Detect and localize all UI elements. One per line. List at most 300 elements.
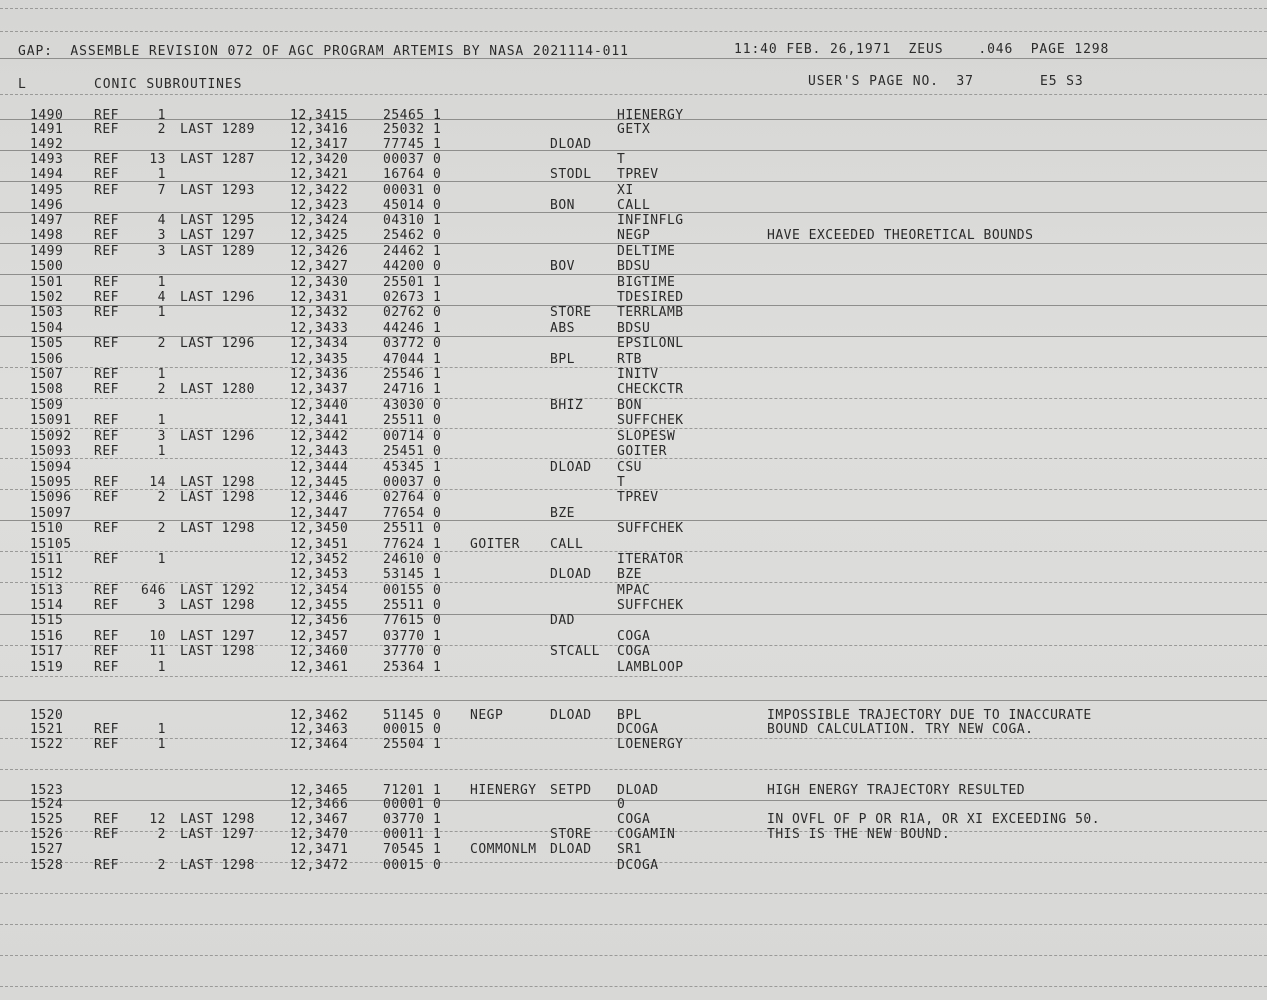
listing-octal-word: 25546 1 [383, 367, 442, 382]
listing-octal-word: 25032 1 [383, 122, 442, 137]
listing-ref-keyword: REF [94, 583, 119, 598]
listing-opcode: BOV [550, 259, 575, 274]
listing-address: 12,3424 [290, 213, 349, 228]
listing-line-number: 1512 [30, 567, 64, 582]
listing-operand: LOENERGY [617, 737, 684, 752]
listing-ref-keyword: REF [94, 336, 119, 351]
listing-address: 12,3432 [290, 305, 349, 320]
listing-address: 12,3462 [290, 708, 349, 723]
listing-last-ref: LAST 1296 [180, 336, 255, 351]
listing-line-number: 1519 [30, 660, 64, 675]
listing-opcode: STORE [550, 305, 592, 320]
listing-row [0, 306, 1267, 320]
listing-address: 12,3426 [290, 244, 349, 259]
listing-line-number: 15096 [30, 490, 72, 505]
listing-octal-word: 25501 1 [383, 275, 442, 290]
listing-ref-count: 2 [157, 521, 166, 536]
listing-last-ref: LAST 1289 [180, 244, 255, 259]
header-user-page: USER'S PAGE NO. 37 [808, 74, 974, 89]
listing-address: 12,3467 [290, 812, 349, 827]
listing-last-ref: LAST 1298 [180, 858, 255, 873]
listing-last-ref: LAST 1297 [180, 629, 255, 644]
listing-ref-count: 4 [157, 290, 166, 305]
listing-line-number: 1523 [30, 783, 64, 798]
listing-row [0, 445, 1267, 459]
listing-ref-keyword: REF [94, 444, 119, 459]
listing-octal-word: 25504 1 [383, 737, 442, 752]
listing-octal-word: 25465 1 [383, 108, 442, 123]
listing-opcode: DLOAD [550, 708, 592, 723]
listing-last-ref: LAST 1292 [180, 583, 255, 598]
listing-ref-count: 14 [149, 475, 166, 490]
listing-address: 12,3451 [290, 537, 349, 552]
listing-octal-word: 00015 0 [383, 858, 442, 873]
listing-operand: T [617, 475, 626, 490]
listing-operand: DELTIME [617, 244, 676, 259]
listing-row [0, 337, 1267, 351]
listing-ref-count: 10 [149, 629, 166, 644]
listing-octal-word: 03770 1 [383, 812, 442, 827]
listing-operand: ITERATOR [617, 552, 684, 567]
listing-ref-count: 1 [157, 275, 166, 290]
listing-row [0, 214, 1267, 228]
listing-operand: INITV [617, 367, 659, 382]
listing-ref-keyword: REF [94, 629, 119, 644]
listing-ref-keyword: REF [94, 122, 119, 137]
listing-operand: DCOGA [617, 722, 659, 737]
listing-ref-keyword: REF [94, 228, 119, 243]
listing-address: 12,3427 [290, 259, 349, 274]
listing-line-number: 15091 [30, 413, 72, 428]
listing-octal-word: 00001 0 [383, 797, 442, 812]
listing-line-number: 1496 [30, 198, 64, 213]
listing-line-number: 1491 [30, 122, 64, 137]
listing-octal-word: 24610 0 [383, 552, 442, 567]
listing-line-number: 15092 [30, 429, 72, 444]
listing-octal-word: 03770 1 [383, 629, 442, 644]
listing-location-label: HIENERGY [470, 783, 537, 798]
listing-row [0, 383, 1267, 397]
listing-row [0, 245, 1267, 259]
listing-octal-word: 53145 1 [383, 567, 442, 582]
listing-ref-keyword: REF [94, 290, 119, 305]
listing-operand: LAMBLOOP [617, 660, 684, 675]
listing-row [0, 399, 1267, 413]
listing-line-number: 1505 [30, 336, 64, 351]
listing-location-label: COMMONLM [470, 842, 537, 857]
listing-ref-keyword: REF [94, 521, 119, 536]
listing-ref-keyword: REF [94, 722, 119, 737]
listing-ref-count: 646 [141, 583, 166, 598]
listing-operand: BZE [617, 567, 642, 582]
listing-ref-count: 3 [157, 244, 166, 259]
paper-rule [0, 94, 1267, 95]
listing-ref-count: 12 [149, 812, 166, 827]
listing-ref-keyword: REF [94, 382, 119, 397]
listing-ref-count: 1 [157, 108, 166, 123]
listing-address: 12,3460 [290, 644, 349, 659]
listing-last-ref: LAST 1298 [180, 490, 255, 505]
listing-line-number: 15097 [30, 506, 72, 521]
listing-octal-word: 45345 1 [383, 460, 442, 475]
listing-line-number: 1508 [30, 382, 64, 397]
listing-line-number: 15105 [30, 537, 72, 552]
listing-operand: CALL [617, 198, 651, 213]
listing-line-number: 15093 [30, 444, 72, 459]
listing-operand: MPAC [617, 583, 651, 598]
listing-octal-word: 51145 0 [383, 708, 442, 723]
listing-address: 12,3417 [290, 137, 349, 152]
listing-comment: IMPOSSIBLE TRAJECTORY DUE TO INACCURATE [767, 708, 1092, 723]
listing-address: 12,3437 [290, 382, 349, 397]
listing-operand: HIENERGY [617, 108, 684, 123]
listing-last-ref: LAST 1298 [180, 812, 255, 827]
listing-address: 12,3443 [290, 444, 349, 459]
listing-row [0, 109, 1267, 123]
listing-address: 12,3461 [290, 660, 349, 675]
listing-ref-keyword: REF [94, 413, 119, 428]
listing-row [0, 461, 1267, 475]
listing-row [0, 738, 1267, 752]
paper-rule [0, 8, 1267, 9]
listing-last-ref: LAST 1298 [180, 475, 255, 490]
listing-octal-word: 45014 0 [383, 198, 442, 213]
listing-operand: BON [617, 398, 642, 413]
listing-ref-count: 2 [157, 122, 166, 137]
listing-row [0, 491, 1267, 505]
listing-octal-word: 25511 0 [383, 598, 442, 613]
listing-last-ref: LAST 1297 [180, 228, 255, 243]
listing-line-number: 1502 [30, 290, 64, 305]
listing-comment: HIGH ENERGY TRAJECTORY RESULTED [767, 783, 1026, 798]
listing-row [0, 153, 1267, 167]
listing-ref-keyword: REF [94, 167, 119, 182]
listing-last-ref: LAST 1280 [180, 382, 255, 397]
listing-line-number: 1497 [30, 213, 64, 228]
listing-octal-word: 43030 0 [383, 398, 442, 413]
listing-opcode: BPL [550, 352, 575, 367]
listing-address: 12,3450 [290, 521, 349, 536]
listing-operand: CSU [617, 460, 642, 475]
listing-octal-word: 77654 0 [383, 506, 442, 521]
listing-address: 12,3416 [290, 122, 349, 137]
listing-last-ref: LAST 1298 [180, 521, 255, 536]
listing-address: 12,3423 [290, 198, 349, 213]
listing-opcode: BHIZ [550, 398, 584, 413]
listing-row [0, 507, 1267, 521]
listing-address: 12,3441 [290, 413, 349, 428]
listing-octal-word: 00714 0 [383, 429, 442, 444]
listing-operand: SLOPESW [617, 429, 676, 444]
listing-line-number: 1503 [30, 305, 64, 320]
listing-octal-word: 16764 0 [383, 167, 442, 182]
listing-ref-count: 2 [157, 336, 166, 351]
listing-octal-word: 02673 1 [383, 290, 442, 305]
listing-row [0, 368, 1267, 382]
listing-ref-count: 1 [157, 167, 166, 182]
listing-ref-count: 11 [149, 644, 166, 659]
listing-octal-word: 47044 1 [383, 352, 442, 367]
listing-address: 12,3420 [290, 152, 349, 167]
listing-address: 12,3470 [290, 827, 349, 842]
listing-octal-word: 24716 1 [383, 382, 442, 397]
listing-ref-count: 1 [157, 660, 166, 675]
listing-ref-keyword: REF [94, 660, 119, 675]
listing-ref-count: 4 [157, 213, 166, 228]
header-assembly-line: GAP: ASSEMBLE REVISION 072 OF AGC PROGRAM ARTEMIS BY NASA 2021114-011 [18, 44, 629, 59]
listing-ref-count: 1 [157, 444, 166, 459]
listing-ref-keyword: REF [94, 213, 119, 228]
listing-octal-word: 00037 0 [383, 152, 442, 167]
listing-operand: BPL [617, 708, 642, 723]
listing-row [0, 322, 1267, 336]
listing-ref-count: 3 [157, 429, 166, 444]
header-section-title: CONIC SUBROUTINES [94, 77, 243, 92]
listing-address: 12,3425 [290, 228, 349, 243]
listing-operand: GOITER [617, 444, 667, 459]
listing-ref-keyword: REF [94, 429, 119, 444]
listing-octal-word: 25511 0 [383, 413, 442, 428]
listing-line-number: 15094 [30, 460, 72, 475]
listing-row [0, 123, 1267, 137]
listing-ref-keyword: REF [94, 183, 119, 198]
listing-octal-word: 25451 0 [383, 444, 442, 459]
listing-ref-count: 1 [157, 367, 166, 382]
listing-line-number: 1513 [30, 583, 64, 598]
listing-address: 12,3447 [290, 506, 349, 521]
listing-ref-count: 2 [157, 858, 166, 873]
listing-comment: BOUND CALCULATION. TRY NEW COGA. [767, 722, 1034, 737]
listing-line-number: 1524 [30, 797, 64, 812]
listing-octal-word: 25511 0 [383, 521, 442, 536]
listing-line-number: 1507 [30, 367, 64, 382]
listing-opcode: CALL [550, 537, 584, 552]
listing-line-number: 1527 [30, 842, 64, 857]
listing-operand: SUFFCHEK [617, 598, 684, 613]
paper-rule [0, 769, 1267, 770]
listing-row [0, 630, 1267, 644]
listing-last-ref: LAST 1296 [180, 429, 255, 444]
listing-operand: COGA [617, 644, 651, 659]
listing-last-ref: LAST 1298 [180, 644, 255, 659]
listing-ref-keyword: REF [94, 552, 119, 567]
listing-row [0, 584, 1267, 598]
listing-ref-keyword: REF [94, 812, 119, 827]
listing-line-number: 1495 [30, 183, 64, 198]
listing-ref-keyword: REF [94, 827, 119, 842]
listing-ref-count: 1 [157, 305, 166, 320]
listing-address: 12,3444 [290, 460, 349, 475]
listing-address: 12,3471 [290, 842, 349, 857]
listing-address: 12,3452 [290, 552, 349, 567]
listing-row [0, 522, 1267, 536]
listing-operand: T [617, 152, 626, 167]
paper-rule [0, 924, 1267, 925]
listing-operand: 0 [617, 797, 626, 812]
listing-operand: BDSU [617, 321, 651, 336]
listing-ref-keyword: REF [94, 275, 119, 290]
listing-address: 12,3440 [290, 398, 349, 413]
listing-ref-keyword: REF [94, 475, 119, 490]
listing-last-ref: LAST 1295 [180, 213, 255, 228]
listing-ref-keyword: REF [94, 737, 119, 752]
listing-address: 12,3455 [290, 598, 349, 613]
listing-line-number: 1526 [30, 827, 64, 842]
listing-ref-count: 1 [157, 722, 166, 737]
listing-line-number: 1528 [30, 858, 64, 873]
listing-ref-keyword: REF [94, 152, 119, 167]
listing-opcode: DLOAD [550, 567, 592, 582]
listing-line-number: 1506 [30, 352, 64, 367]
listing-ref-count: 1 [157, 413, 166, 428]
listing-operand: SUFFCHEK [617, 413, 684, 428]
listing-opcode: STODL [550, 167, 592, 182]
listing-line-number: 1525 [30, 812, 64, 827]
listing-ref-keyword: REF [94, 367, 119, 382]
listing-operand: SUFFCHEK [617, 521, 684, 536]
listing-address: 12,3435 [290, 352, 349, 367]
listing-last-ref: LAST 1293 [180, 183, 255, 198]
listing-line-number: 1521 [30, 722, 64, 737]
listing-line-number: 1520 [30, 708, 64, 723]
listing-address: 12,3463 [290, 722, 349, 737]
listing-opcode: SETPD [550, 783, 592, 798]
listing-ref-count: 3 [157, 598, 166, 613]
listing-address: 12,3445 [290, 475, 349, 490]
listing-octal-word: 77624 1 [383, 537, 442, 552]
listing-operand: XI [617, 183, 634, 198]
listing-operand: BIGTIME [617, 275, 676, 290]
listing-row [0, 199, 1267, 213]
listing-octal-word: 70545 1 [383, 842, 442, 857]
listing-last-ref: LAST 1298 [180, 598, 255, 613]
listing-operand: TERRLAMB [617, 305, 684, 320]
listing-row [0, 813, 1267, 827]
listing-address: 12,3422 [290, 183, 349, 198]
listing-octal-word: 44246 1 [383, 321, 442, 336]
listing-operand: EPSILONL [617, 336, 684, 351]
listing-octal-word: 71201 1 [383, 783, 442, 798]
listing-row [0, 276, 1267, 290]
listing-row [0, 843, 1267, 857]
listing-octal-word: 00015 0 [383, 722, 442, 737]
paper-rule [0, 676, 1267, 677]
listing-address: 12,3433 [290, 321, 349, 336]
listing-ref-count: 3 [157, 228, 166, 243]
listing-operand: TPREV [617, 167, 659, 182]
listing-opcode: DLOAD [550, 460, 592, 475]
listing-line-number: 1510 [30, 521, 64, 536]
listing-opcode: BZE [550, 506, 575, 521]
listing-octal-word: 24462 1 [383, 244, 442, 259]
listing-operand: TDESIRED [617, 290, 684, 305]
listing-row [0, 414, 1267, 428]
listing-ref-count: 7 [157, 183, 166, 198]
listing-comment: IN OVFL OF P OR R1A, OR XI EXCEEDING 50. [767, 812, 1101, 827]
listing-last-ref: LAST 1297 [180, 827, 255, 842]
listing-row [0, 614, 1267, 628]
listing-row [0, 661, 1267, 675]
listing-ref-count: 13 [149, 152, 166, 167]
listing-row [0, 260, 1267, 274]
listing-line-number: 1509 [30, 398, 64, 413]
listing-opcode: STORE [550, 827, 592, 842]
listing-ref-keyword: REF [94, 244, 119, 259]
listing-line-number: 1501 [30, 275, 64, 290]
header-e-s-code: E5 S3 [1040, 74, 1084, 89]
listing-ref-count: 2 [157, 827, 166, 842]
listing-ref-count: 1 [157, 737, 166, 752]
listing-row [0, 828, 1267, 842]
listing-octal-word: 00155 0 [383, 583, 442, 598]
listing-octal-word: 04310 1 [383, 213, 442, 228]
listing-octal-word: 02762 0 [383, 305, 442, 320]
listing-address: 12,3434 [290, 336, 349, 351]
listing-operand: COGA [617, 629, 651, 644]
paper-rule [0, 955, 1267, 956]
listing-location-label: GOITER [470, 537, 520, 552]
listing-opcode: BON [550, 198, 575, 213]
listing-opcode: DLOAD [550, 137, 592, 152]
listing-octal-word: 00011 1 [383, 827, 442, 842]
listing-address: 12,3456 [290, 613, 349, 628]
listing-address: 12,3465 [290, 783, 349, 798]
listing-ref-count: 2 [157, 490, 166, 505]
listing-operand: GETX [617, 122, 651, 137]
listing-octal-word: 77745 1 [383, 137, 442, 152]
listing-row [0, 430, 1267, 444]
listing-operand: DLOAD [617, 783, 659, 798]
listing-address: 12,3415 [290, 108, 349, 123]
listing-row [0, 859, 1267, 873]
listing-ref-keyword: REF [94, 490, 119, 505]
listing-row [0, 723, 1267, 737]
listing-row [0, 291, 1267, 305]
listing-line-number: 1492 [30, 137, 64, 152]
listing-row [0, 709, 1267, 723]
listing-comment: HAVE EXCEEDED THEORETICAL BOUNDS [767, 228, 1034, 243]
listing-row [0, 538, 1267, 552]
listing-row [0, 599, 1267, 613]
listing-opcode: DLOAD [550, 842, 592, 857]
listing-address: 12,3453 [290, 567, 349, 582]
paper-rule [0, 986, 1267, 987]
listing-row [0, 184, 1267, 198]
listing-row [0, 476, 1267, 490]
listing-last-ref: LAST 1287 [180, 152, 255, 167]
listing-line-number: 1517 [30, 644, 64, 659]
listing-line-number: 1522 [30, 737, 64, 752]
listing-address: 12,3436 [290, 367, 349, 382]
listing-location-label: NEGP [470, 708, 504, 723]
listing-line-number: 15095 [30, 475, 72, 490]
listing-ref-keyword: REF [94, 108, 119, 123]
listing-line-number: 1493 [30, 152, 64, 167]
listing-octal-word: 03772 0 [383, 336, 442, 351]
listing-last-ref: LAST 1296 [180, 290, 255, 305]
paper-rule [0, 893, 1267, 894]
paper-rule [0, 700, 1267, 701]
listing-operand: RTB [617, 352, 642, 367]
listing-row [0, 645, 1267, 659]
listing-address: 12,3431 [290, 290, 349, 305]
listing-row [0, 138, 1267, 152]
listing-ref-keyword: REF [94, 858, 119, 873]
listing-opcode: ABS [550, 321, 575, 336]
paper-rule [0, 31, 1267, 32]
listing-ref-count: 2 [157, 382, 166, 397]
listing-operand: TPREV [617, 490, 659, 505]
